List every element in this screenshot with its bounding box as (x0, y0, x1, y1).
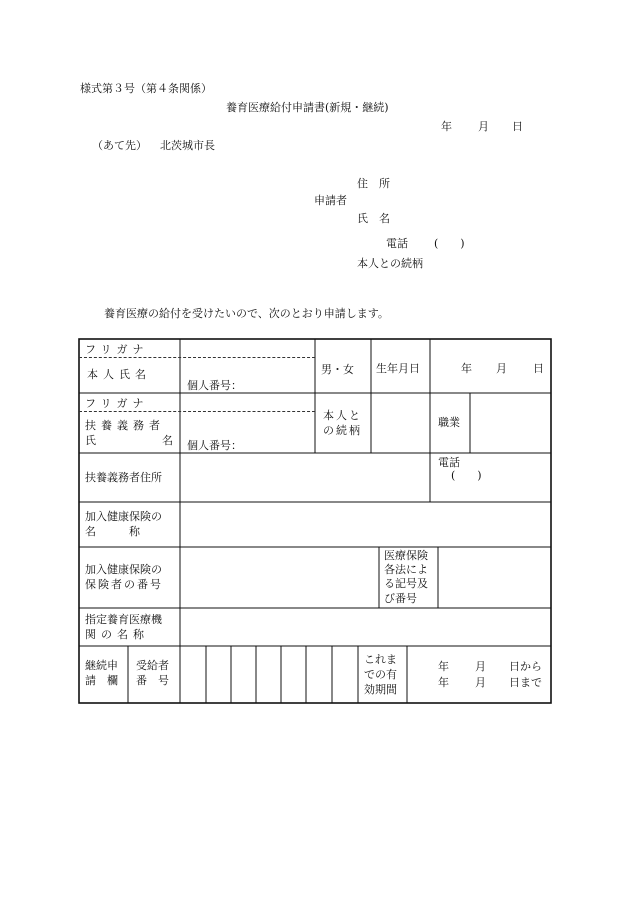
date-day: 日 (512, 120, 523, 133)
continuation-line1: 継続申 (85, 659, 118, 672)
date-month: 月 (478, 120, 489, 133)
from-suffix: 日から (509, 660, 542, 673)
birth-year: 年 (461, 362, 472, 375)
relationship-label-line2: の続柄 (323, 424, 362, 437)
insurance-name-line2: 名 称 (85, 525, 140, 538)
insurance-law-line3: る記号及 (384, 577, 428, 590)
valid-period-line3: 効期間 (364, 683, 397, 696)
valid-period-line2: での有 (364, 668, 397, 681)
addressee: 北茨城市長 (160, 139, 215, 152)
continuation-line2: 請 欄 (85, 674, 118, 687)
addressee-prefix: （あて先） (92, 139, 147, 152)
guardian-personal-number-label: 個人番号： (187, 439, 242, 452)
insurance-name-line1: 加入健康保険の (85, 510, 162, 523)
birth-month: 月 (496, 362, 507, 375)
applicant-phone-label: 電話 (386, 237, 408, 250)
insurer-number-line2: 保険者の番号 (85, 578, 163, 591)
applicant-address-label: 住 所 (357, 177, 390, 190)
guardian-address-label: 扶養義務者住所 (85, 471, 162, 484)
form-number: 様式第３号（第４条関係） (80, 82, 212, 95)
applicant-phone-parens: ( ) (434, 237, 465, 250)
to-month: 月 (475, 676, 486, 689)
furigana-label: フリガナ (85, 343, 149, 356)
birth-day: 日 (533, 362, 544, 375)
insurer-number-line1: 加入健康保険の (85, 563, 162, 576)
insurance-law-line2: 各法によ (384, 563, 428, 576)
birthdate-label: 生年月日 (376, 362, 420, 375)
applicant-name-label: 氏 名 (357, 212, 390, 225)
institution-line2: 関の名称 (85, 628, 149, 641)
person-name-label: 本人氏名 (87, 368, 151, 381)
guardian-label-line2: 氏名 (85, 434, 173, 447)
guardian-furigana-divider (79, 411, 315, 412)
guardian-furigana-label: フリガナ (85, 397, 149, 410)
recipient-line2: 番 号 (136, 674, 169, 687)
occupation-label: 職業 (438, 416, 460, 429)
form-title: 養育医療給付申請書(新規・継続) (226, 101, 389, 114)
applicant-label: 申請者 (314, 194, 347, 207)
sex-selector[interactable]: 男・女 (321, 363, 354, 376)
insurance-law-line1: 医療保険 (384, 549, 428, 562)
from-year: 年 (438, 660, 449, 673)
applicant-relationship-label: 本人との続柄 (357, 257, 423, 270)
furigana-divider (79, 357, 315, 358)
relationship-label-line1: 本人と (323, 409, 362, 422)
intro-text: 養育医療の給付を受けたいので、次のとおり申請します。 (104, 307, 389, 320)
institution-line1: 指定養育医療機 (85, 613, 162, 626)
personal-number-label: 個人番号： (187, 379, 242, 392)
to-suffix: 日まで (509, 676, 542, 689)
from-month: 月 (475, 660, 486, 673)
insurance-law-line4: び番号 (384, 592, 417, 605)
date-year: 年 (441, 120, 452, 133)
to-year: 年 (438, 676, 449, 689)
valid-period-line1: これま (364, 653, 397, 666)
guardian-phone-parens: ( ) (451, 469, 482, 482)
recipient-line1: 受給者 (136, 659, 169, 672)
guardian-label-line1: 扶養義務者 (85, 419, 165, 432)
guardian-phone-label: 電話 (438, 456, 460, 469)
